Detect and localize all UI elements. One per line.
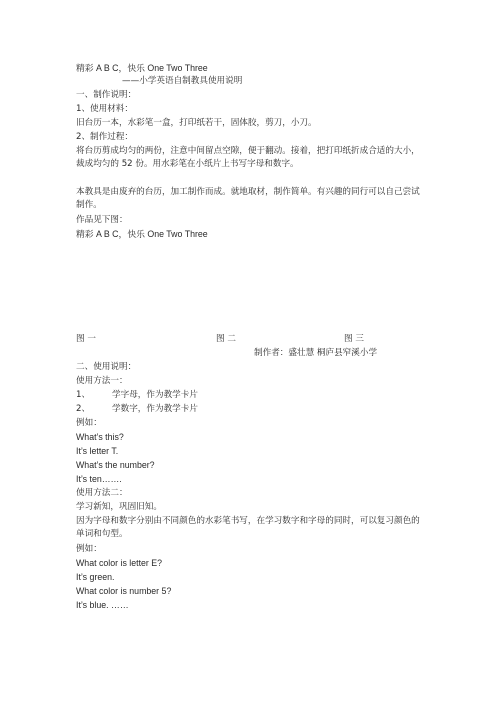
dialog-line: What’s this?	[76, 432, 124, 442]
note-text: 本教具是由废弃的台历，加工制作而成。就地取材，制作简单。有兴趣的同行可以自己尝试制作。	[76, 187, 420, 210]
list-item-number: 2、	[76, 404, 91, 414]
example1-label: 例如：	[76, 418, 102, 428]
section2-heading: 二、使用说明：	[76, 362, 137, 372]
list-item-text: 学字母，作为教学卡片	[112, 390, 198, 400]
method2-heading: 使用方法二：	[76, 488, 128, 498]
dialog-line: It’s letter T.	[76, 446, 119, 456]
method2-description: 学习新知，巩固旧知。	[76, 502, 162, 512]
list-item-text: 学数字，作为教学卡片	[112, 404, 198, 414]
dialog-line: What color is number 5?	[76, 586, 172, 596]
list-item	[76, 389, 198, 402]
dialog-line: It’s blue. ……	[76, 600, 129, 610]
materials-heading: 1、使用材料：	[76, 104, 134, 114]
list-item	[76, 403, 198, 416]
works-label: 作品见下图：	[76, 215, 128, 225]
process-text: 将台历剪成均匀的两份，注意中间留点空隙，便于翻动。接着，把打印纸折成合适的大小，裁成均匀的 52 份。用水彩笔在小纸片上书写字母和数字。	[76, 146, 420, 169]
method2-text: 因为字母和数字分别由不同颜色的水彩笔书写，在学习数字和字母的同时，可以复习颜色的单词和句型。	[76, 516, 420, 539]
dialog-line: What color is letter E?	[76, 558, 163, 568]
method1-heading: 使用方法一：	[76, 376, 128, 386]
section1-heading: 一、制作说明：	[76, 90, 137, 100]
dialog-line: It’s green.	[76, 572, 115, 582]
dialog-line: It’s ten…….	[76, 474, 122, 484]
figure-caption-2: 图 二	[216, 334, 236, 344]
document-title: 精彩 A B C，快乐 One Two Three	[76, 63, 208, 73]
author-line: 制作者：盛壮慧 桐庐县窄溪小学	[254, 348, 378, 358]
list-item-number: 1、	[76, 390, 91, 400]
process-heading: 2、制作过程：	[76, 132, 134, 142]
materials-text: 旧台历一本，水彩笔一盒，打印纸若干，固体胶，剪刀，小刀。	[76, 118, 317, 128]
works-title: 精彩 A B C，快乐 One Two Three	[76, 229, 208, 239]
figure-caption-1: 图 一	[76, 334, 96, 344]
document-subtitle: ——小学英语自制教具使用说明	[122, 76, 243, 86]
example2-label: 例如：	[76, 544, 102, 554]
dialog-line: What’s the number?	[76, 460, 155, 470]
figure-caption-3: 图 三	[344, 334, 364, 344]
